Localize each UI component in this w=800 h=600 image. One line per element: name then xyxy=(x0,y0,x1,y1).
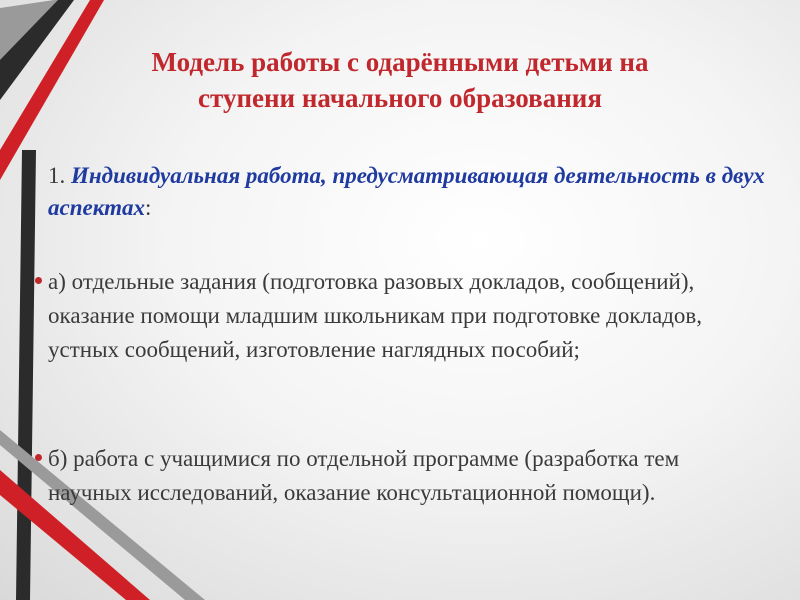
paragraph-a-text: а) отдельные задания (подготовка разовых докладов, сообщений), оказание помощи младшим школьникам при подготовке докладов, устных сообщений, изготовление наглядных пособий; xyxy=(48,269,703,362)
item-1-number: 1. xyxy=(48,163,71,188)
bullet-icon xyxy=(35,277,42,284)
dark-stripe-left xyxy=(16,150,36,600)
item-1 xyxy=(48,160,768,224)
item-1-emphasis: Индивидуальная работа, предусматривающая деятельность в двух аспектах xyxy=(48,163,765,220)
bullet-icon xyxy=(35,454,42,461)
title-line-2: ступени начального образования xyxy=(198,83,602,113)
item-1-colon: : xyxy=(144,195,152,220)
title-line-1: Модель работы с одарёнными детьми на xyxy=(151,47,649,77)
slide-title xyxy=(70,44,730,116)
paragraph-b xyxy=(48,442,768,510)
paragraph-a xyxy=(48,265,768,367)
paragraph-b-text: б) работа с учащимися по отдельной программе (разработка тем научных исследований, оказание консультационной помощи). xyxy=(48,446,680,505)
